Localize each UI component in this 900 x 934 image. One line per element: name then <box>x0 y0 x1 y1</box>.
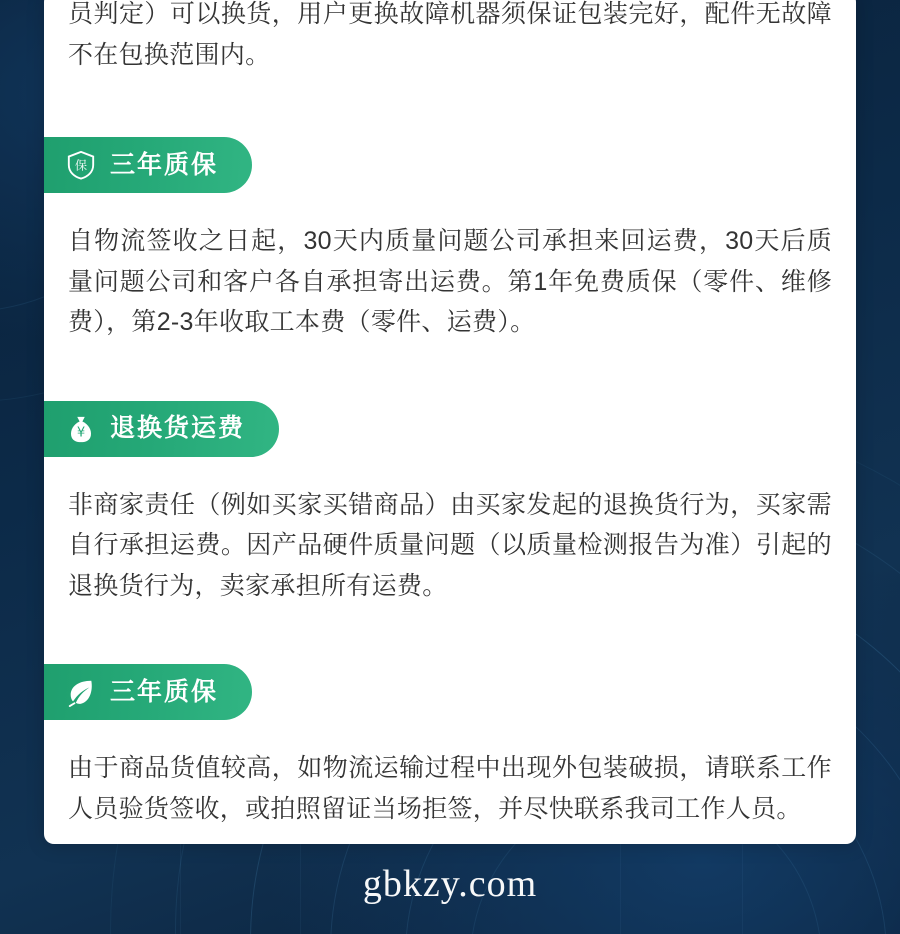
section-title: 退换货运费 <box>110 414 246 442</box>
section-heading-warranty <box>44 137 252 193</box>
section-body: 非商家责任（例如买家买错商品）由买家发起的退换货行为，买家需自行承担运费。因产品硬件质量问题（以质量检测报告为准）引起的退换货行为，卖家承担所有运费。 <box>68 490 832 600</box>
svg-text:¥: ¥ <box>76 425 86 440</box>
svg-text:保: 保 <box>74 158 88 173</box>
spacer <box>68 720 832 748</box>
leaf-icon <box>66 677 96 707</box>
spacer <box>68 193 832 221</box>
spacer <box>68 457 832 485</box>
section-heading-packaging <box>44 664 252 720</box>
spacer <box>68 75 832 137</box>
shield-icon <box>66 150 96 180</box>
section-title: 三年质保 <box>110 677 219 706</box>
watermark-text: gbkzy.com <box>362 863 538 905</box>
intro-paragraph: 员判定）可以换货，用户更换故障机器须保证包装完好，配件无故障不在包换范围内。 <box>68 0 832 69</box>
section-body: 由于商品货值较高，如物流运输过程中出现外包装破损，请联系工作人员验货签收，或拍照留证当场拒签，并尽快联系我司工作人员。 <box>68 754 832 823</box>
money-bag-icon <box>66 414 96 444</box>
spacer <box>68 606 832 664</box>
spacer <box>68 343 832 401</box>
section-heading-return-shipping <box>44 401 279 457</box>
content-card <box>44 0 856 844</box>
section-body: 自物流签收之日起，30天内质量问题公司承担来回运费，30天后质量问题公司和客户各自承担寄出运费。第1年免费质保（零件、维修费），第2-3年收取工本费（零件、运费）。 <box>68 227 832 336</box>
section-title: 三年质保 <box>110 150 219 179</box>
